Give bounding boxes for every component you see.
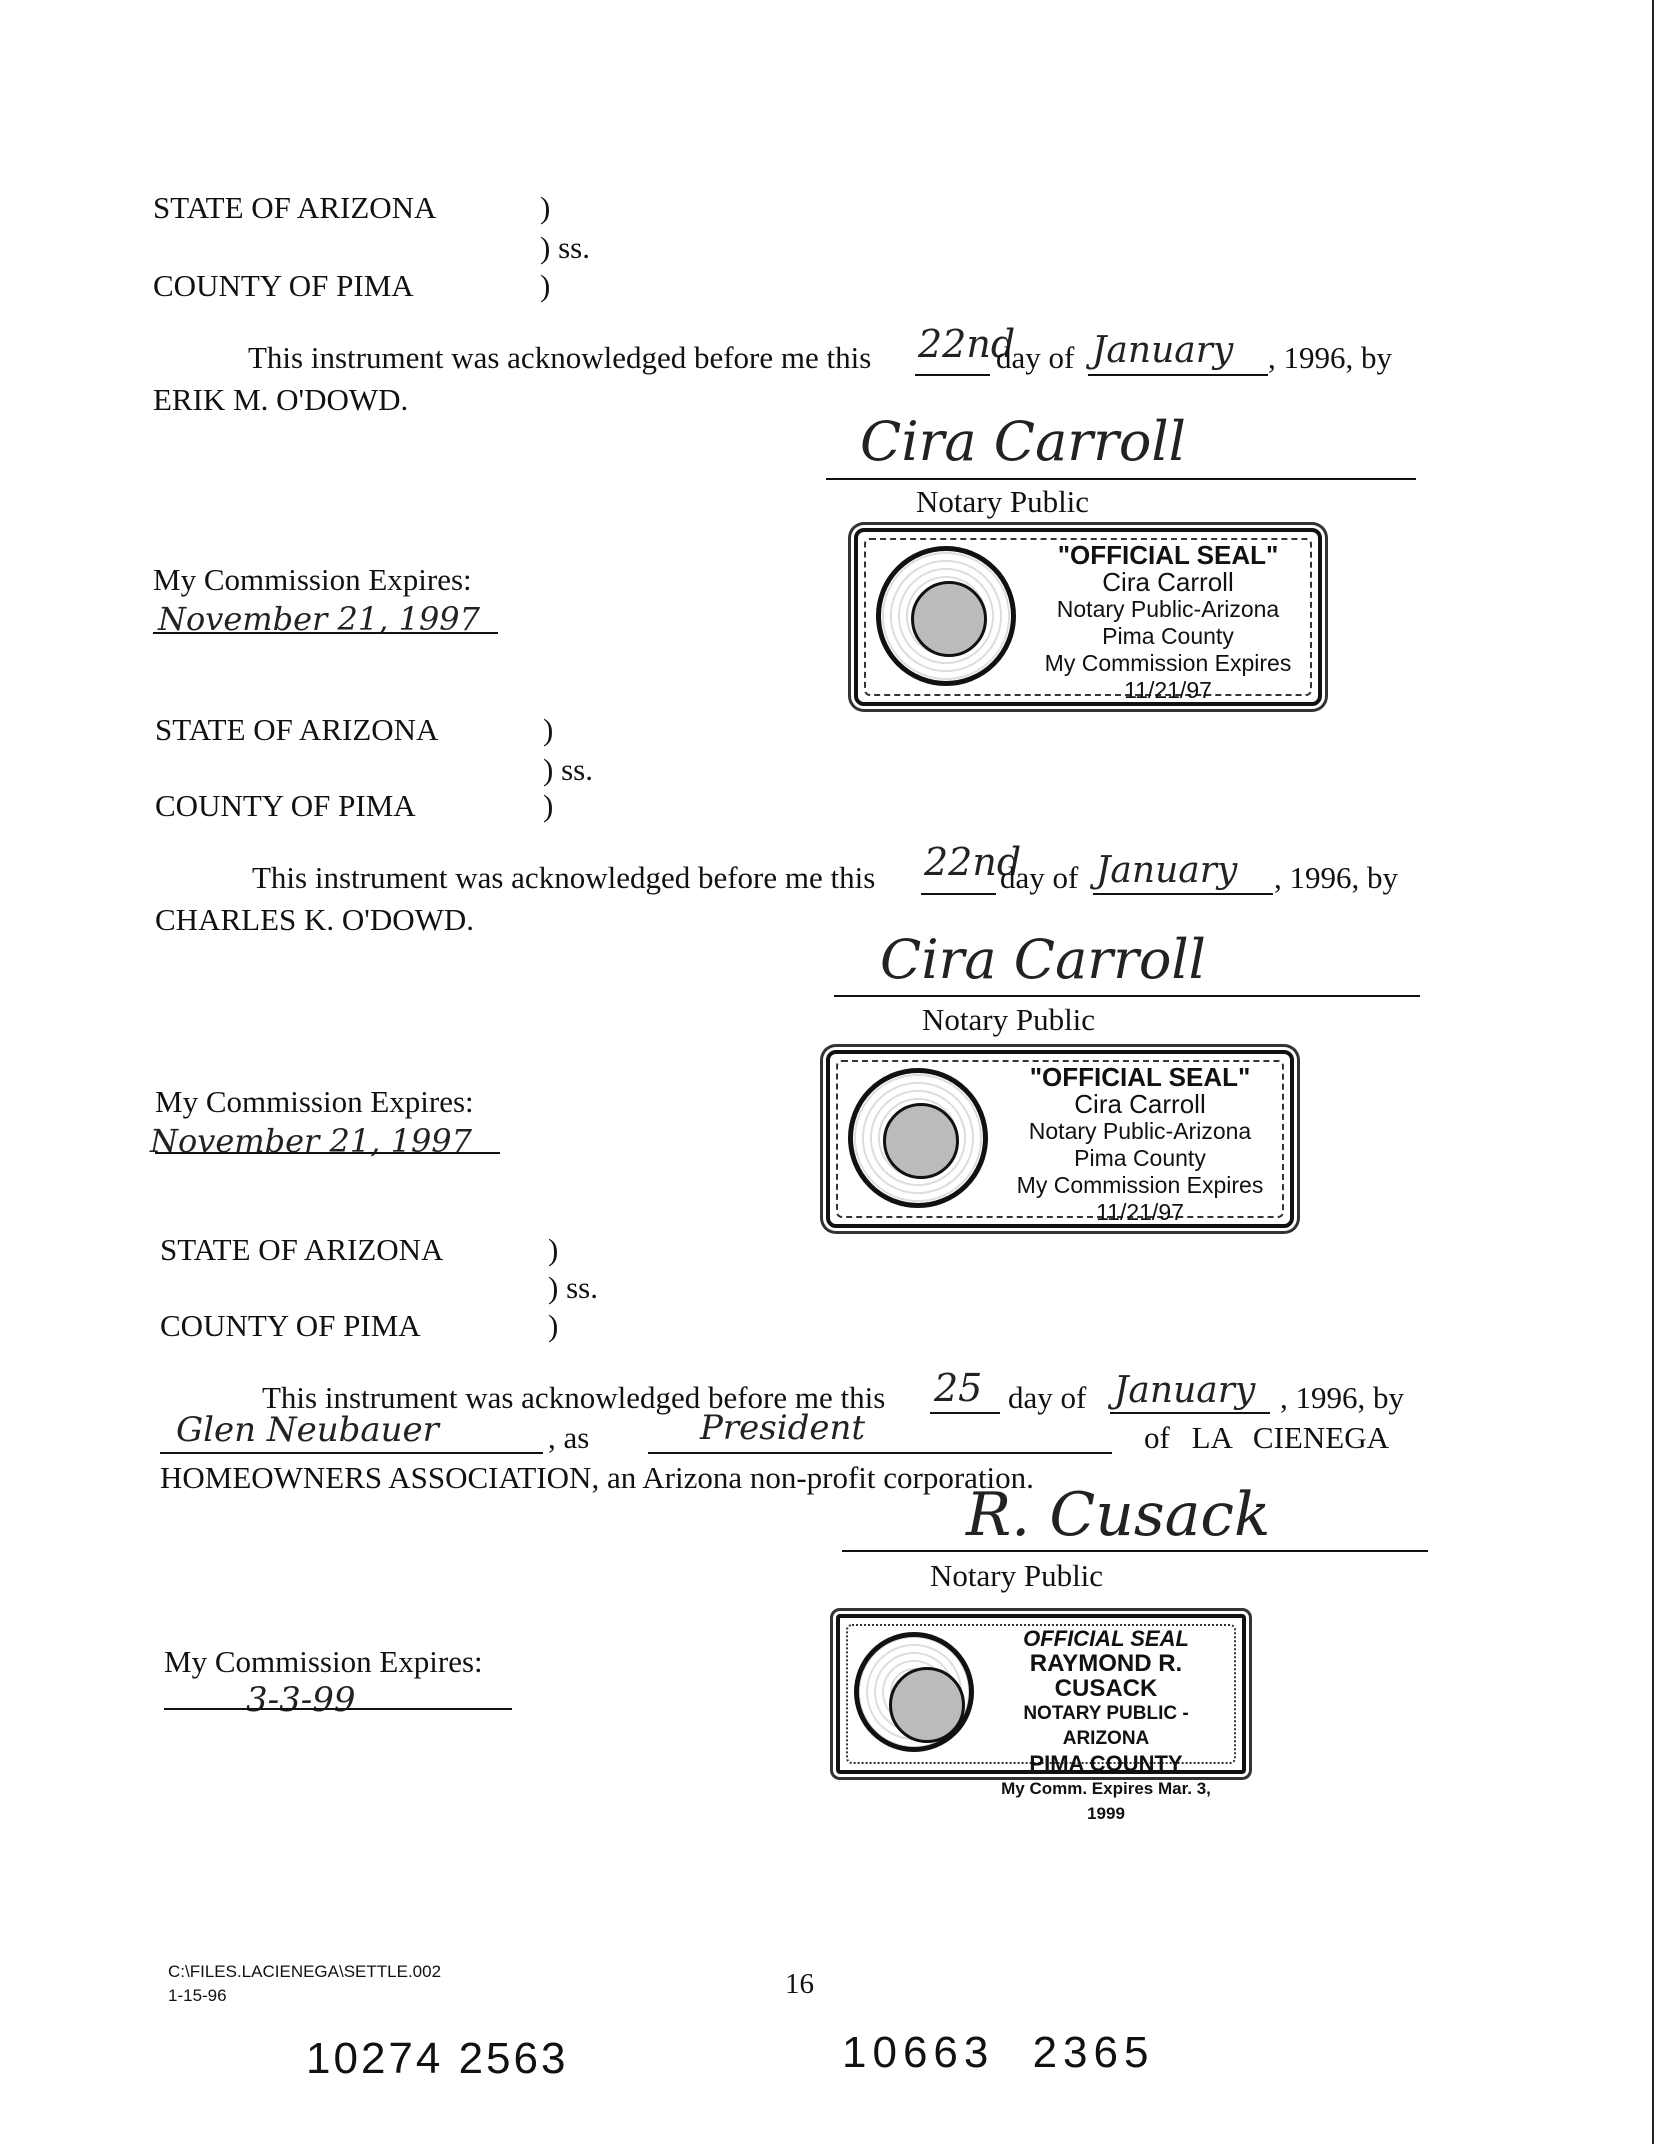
signature-line [842,1550,1428,1552]
seal-line1: Notary Public-Arizona [1028,1118,1252,1144]
of-org-label: of LA CIENEGA [1144,1420,1389,1455]
county-label: COUNTY OF PIMA [160,1308,421,1343]
seal-line3: My Commission Expires 11/21/97 [1044,650,1292,703]
seal-name: Cira Carroll [1074,1089,1206,1119]
organization-line: HOMEOWNERS ASSOCIATION, an Arizona non-profit corporation. [160,1460,1034,1495]
ack-text: This instrument was acknowledged before me this [262,1380,886,1415]
recording-stamp-left: 10274 2563 [306,2034,569,2083]
ack-day: 22nd [918,322,1016,366]
seal-line3: My Commission Expires 11/21/97 [1016,1172,1264,1225]
bracket: ) [548,1232,559,1267]
seal-name: Cira Carroll [1102,567,1234,597]
seal-title: "OFFICIAL SEAL" [1057,540,1279,570]
seal-line2: Pima County [1074,1145,1206,1171]
ack-month: January [1096,850,1238,891]
notary-signature: R. Cusack [966,1480,1271,1550]
ack-text: This instrument was acknowledged before me this [252,860,876,895]
bracket: ) [540,268,551,303]
notary-signature: Cira Carroll [880,928,1206,991]
month-underline [1110,1412,1270,1414]
seal-line1: Notary Public-Arizona [1056,596,1280,622]
notary-public-label: Notary Public [916,484,1090,519]
ack-day-of: day of [1000,860,1079,895]
seal-text [980,1626,1232,1826]
official-seal [836,1614,1246,1823]
state-label: STATE OF ARIZONA [160,1232,444,1267]
county-label: COUNTY OF PIMA [155,788,416,823]
ack-day: 22nd [924,840,1022,884]
month-underline [1088,374,1268,376]
file-date: 1-15-96 [168,1986,227,2005]
seal-line2: Pima County [1102,623,1234,649]
commission-expires-label: My Commission Expires: [164,1644,483,1679]
ack-month: January [1092,330,1234,371]
ack-month: January [1114,1370,1256,1411]
seal-line1: NOTARY PUBLIC - ARIZONA [1023,1703,1189,1749]
file-path: C:\FILES.LACIENEGA\SETTLE.002 [168,1962,442,1981]
page-edge [1652,0,1654,2144]
bracket: ) [543,712,554,747]
official-seal [826,1050,1294,1228]
commission-underline [153,632,498,634]
signature-line [826,478,1416,480]
signer-title: President [700,1408,866,1448]
month-underline [1093,893,1273,895]
ack-day-of: day of [996,340,1075,375]
seal-name: RAYMOND R. CUSACK [1029,1650,1183,1702]
seal-title: "OFFICIAL SEAL" [1029,1062,1251,1092]
ack-year: , 1996, by [1268,340,1392,375]
ack-text: This instrument was acknowledged before me this [248,340,872,375]
signature-line [834,995,1420,997]
as-label: , as [548,1420,590,1455]
signer-name: Glen Neubauer [176,1410,439,1450]
seal-text [1000,1064,1280,1226]
day-underline [930,1412,1000,1414]
signer-title-underline [648,1452,1112,1454]
ss-label: ) ss. [540,230,590,265]
day-underline [915,374,990,376]
state-seal-emblem [876,546,1016,686]
ss-label: ) ss. [548,1270,598,1305]
ack-day: 25 [934,1366,983,1410]
acknowledged-name: ERIK M. O'DOWD. [153,382,409,417]
official-seal [854,528,1322,706]
day-underline [921,893,996,895]
commission-date: November 21, 1997 [158,600,481,638]
page-number: 16 [785,1968,814,2000]
recording-stamp-right: 10663 2365 [842,2028,1155,2077]
ack-year: , 1996, by [1280,1380,1404,1415]
seal-line2: PIMA COUNTY [1029,1751,1183,1776]
notary-public-label: Notary Public [930,1558,1104,1593]
commission-expires-label: My Commission Expires: [155,1084,474,1119]
commission-underline [164,1708,512,1710]
county-label: COUNTY OF PIMA [153,268,414,303]
state-label: STATE OF ARIZONA [155,712,439,747]
ack-day-of: day of [1008,1380,1087,1415]
notary-public-label: Notary Public [922,1002,1096,1037]
acknowledged-name: CHARLES K. O'DOWD. [155,902,475,937]
commission-underline [155,1152,500,1154]
ss-label: ) ss. [543,752,593,787]
bracket: ) [548,1308,559,1343]
signer-name-underline [160,1452,543,1454]
ack-year: , 1996, by [1274,860,1398,895]
bracket: ) [540,190,551,225]
seal-line3: My Comm. Expires Mar. 3, 1999 [1001,1779,1211,1823]
commission-date: November 21, 1997 [150,1122,473,1160]
commission-expires-label: My Commission Expires: [153,562,472,597]
state-seal-emblem [848,1068,988,1208]
seal-text [1028,542,1308,704]
state-seal-emblem [854,1632,974,1752]
bracket: ) [543,788,554,823]
commission-date: 3-3-99 [246,1680,356,1720]
state-label: STATE OF ARIZONA [153,190,437,225]
seal-title: OFFICIAL SEAL [1023,1626,1189,1651]
notary-signature: Cira Carroll [860,410,1186,473]
